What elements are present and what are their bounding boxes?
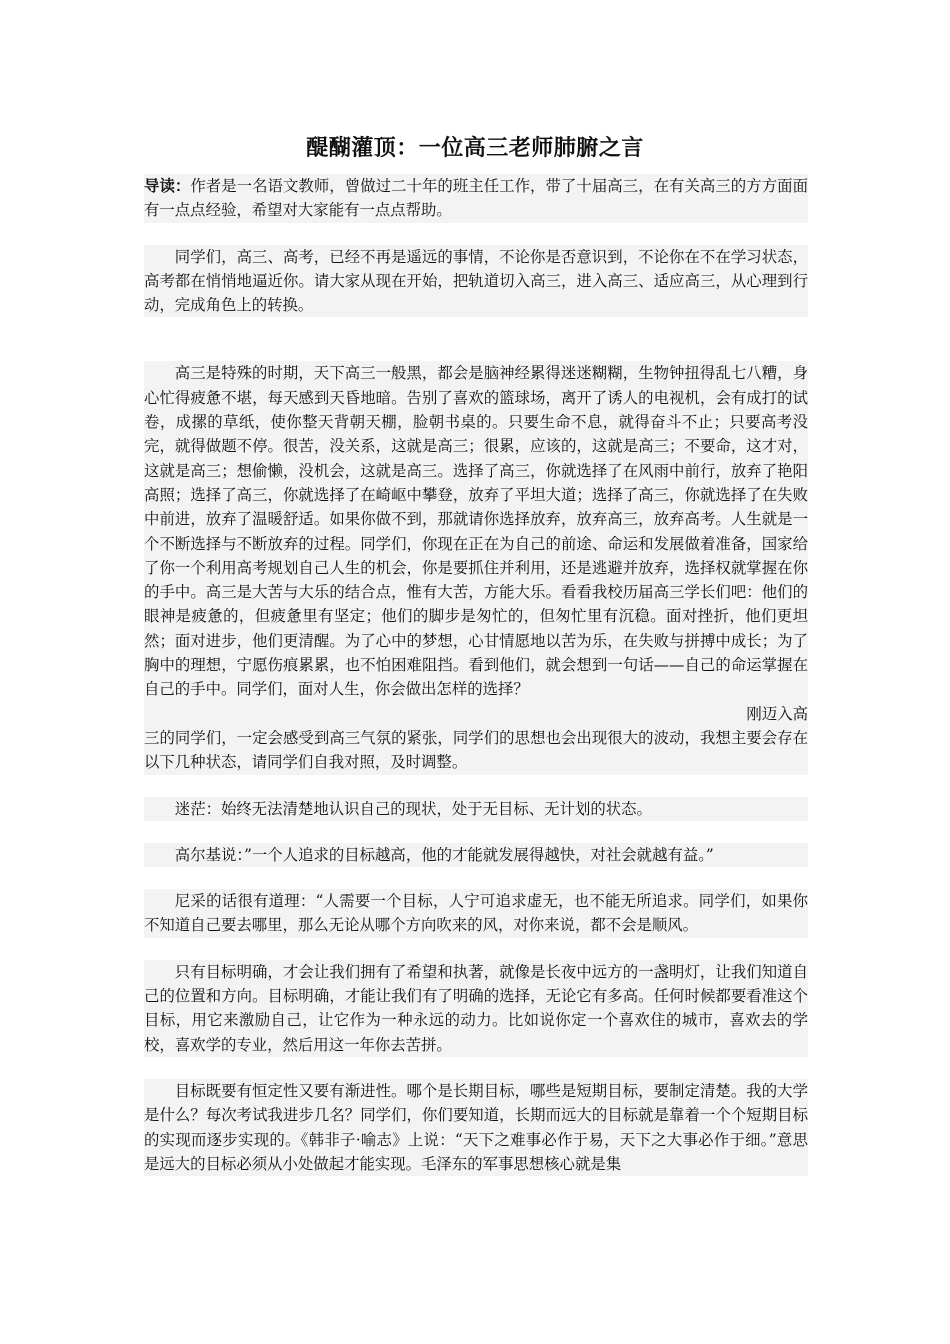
paragraph-gap [144,1057,808,1079]
paragraph: 尼采的话很有道理：“人需要一个目标，人宁可追求虚无，也不能无所追求。同学们，如果你不知道自己要去哪里，那么无论从哪个方向吹来的风，对你来说，都不会是顺风。 [144,889,808,938]
paragraph: 只有目标明确，才会让我们拥有了希望和执著，就像是长夜中远方的一盏明灯，让我们知道自己的位置和方向。目标明确，才能让我们有了明确的选择，无论它有多高。任何时候都要看准这个目标，用它来激励自己，让它作为一种永远的动力。比如说你定一个喜欢住的城市，喜欢去的学校，喜欢学的专业，然后用这一年你去苦拼。 [144,960,808,1057]
paragraph: 目标既要有恒定性又要有渐进性。哪个是长期目标，哪些是短期目标，要制定清楚。我的大学是什么？每次考试我进步几名？同学们，你们要知道，长期而远大的目标就是靠着一个个短期目标的实现而逐步实现的。《韩非子·喻志》上说：“天下之难事必作于易，天下之大事必作于细。”意思是远大的目标必须从小处做起才能实现。毛泽东的军事思想核心就是集 [144,1079,808,1176]
lead-text: 作者是一名语文教师，曾做过二十年的班主任工作，带了十届高三，在有关高三的方方面面有一点点经验，希望对大家能有一点点帮助。 [144,177,808,220]
document-body [144,174,808,1176]
right-aligned-fragment: 刚迈入高 [144,702,808,726]
paragraph-gap [144,223,808,245]
paragraph-gap [144,317,808,361]
paragraph-gap [144,867,808,889]
lead-label: 导读： [144,177,191,195]
paragraph: 迷茫：始终无法清楚地认识自己的现状，处于无目标、无计划的状态。 [144,797,808,821]
quote-paragraph: 高尔基说：”一个人追求的目标越高，他的才能就发展得越快，对社会就越有益。” [144,843,808,867]
lead-paragraph [144,174,808,223]
continuation-paragraph: 三的同学们，一定会感受到高三气氛的紧张，同学们的思想也会出现很大的波动，我想主要会存在以下几种状态，请同学们自我对照，及时调整。 [144,726,808,775]
paragraph-gap [144,821,808,843]
paragraph-gap [144,938,808,960]
document-title: 醍醐灌顶：一位高三老师肺腑之言 [306,136,644,161]
paragraph-gap [144,775,808,797]
paragraph: 高三是特殊的时期，天下高三一般黑，都会是脑神经累得迷迷糊糊，生物钟扭得乱七八糟，身心忙得疲惫不堪，每天感到天昏地暗。告别了喜欢的篮球场，离开了诱人的电视机，会有成打的试卷，成摞的草纸，使你整天背朝天棚，脸朝书桌的。只要生命不息，就得奋斗不止；只要高考没完，就得做题不停。很苦，没关系，这就是高三；很累，应该的，这就是高三；不要命，这才对，这就是高三；想偷懒，没机会，这就是高三。选择了高三，你就选择了在风雨中前行，放弃了艳阳高照；选择了高三，你就选择了在崎岖中攀登，放弃了平坦大道；选择了高三，你就选择了在失败中前进，放弃了温暖舒适。如果你做不到，那就请你选择放弃，放弃高三，放弃高考。人生就是一个不断选择与不断放弃的过程。同学们，你现在正在为自己的前途、命运和发展做着准备，国家给了你一个利用高考规划自己人生的机会，你是要抓住并利用，还是逃避并放弃，选择权就掌握在你的手中。高三是大苦与大乐的结合点，惟有大苦，方能大乐。看看我校历届高三学长们吧：他们的眼神是疲惫的，但疲惫里有坚定；他们的脚步是匆忙的，但匆忙里有沉稳。面对挫折，他们更坦然；面对进步，他们更清醒。为了心中的梦想，心甘情愿地以苦为乐，在失败与拼搏中成长；为了胸中的理想，宁愿伤痕累累，也不怕困难阻挡。看到他们，就会想到一句话——自己的命运掌握在自己的手中。同学们，面对人生，你会做出怎样的选择？ [144,361,808,701]
paragraph: 同学们，高三、高考，已经不再是遥远的事情，不论你是否意识到，不论你在不在学习状态，高考都在悄悄地逼近你。请大家从现在开始，把轨道切入高三，进入高三、适应高三，从心理到行动，完成角色上的转换。 [144,245,808,318]
